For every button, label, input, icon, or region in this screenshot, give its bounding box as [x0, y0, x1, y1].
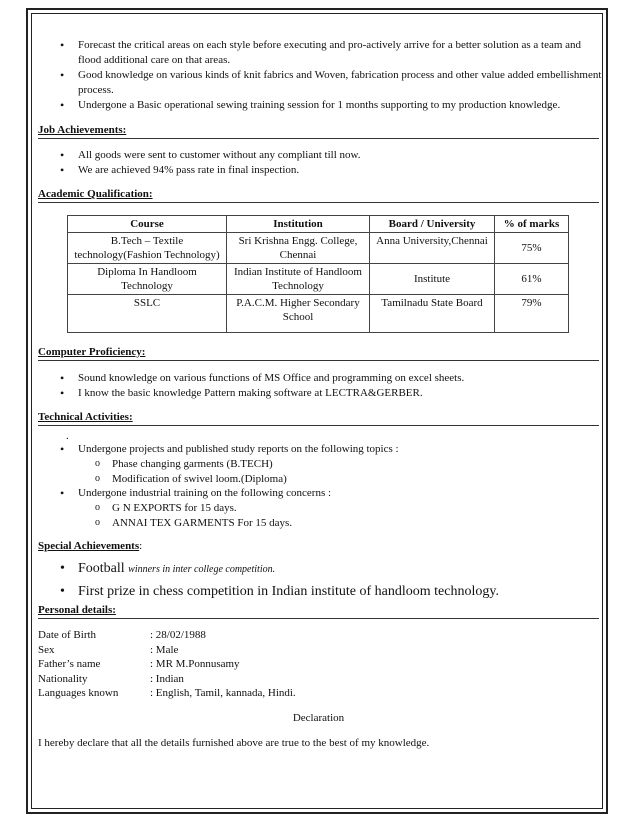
- computer-list: [38, 371, 602, 401]
- section-heading-academic: Academic Qualification:: [38, 187, 599, 203]
- job-list: [38, 148, 602, 178]
- table-header-row: [68, 216, 569, 233]
- list-item: • I know the basic knowledge Pattern making software at LECTRA&GERBER.: [38, 386, 602, 401]
- list-item: • Football winners in inter college competition.: [38, 559, 602, 580]
- field-label: Date of Birth: [38, 629, 97, 641]
- column-header: Board / University: [370, 216, 495, 233]
- list-item: • Undergone a Basic operational sewing training session for 1 months supporting to my production knowledge.: [38, 98, 602, 113]
- column-header: % of marks: [495, 216, 569, 233]
- table-cell: 61%: [495, 264, 569, 295]
- sub-list-item: o Phase changing garments (B.TECH): [38, 457, 602, 472]
- list-item: • First prize in chess competition in Indian institute of handloom technology.: [38, 582, 602, 602]
- special-list: [38, 559, 602, 602]
- field-value: : English, Tamil, kannada, Hindi.: [150, 687, 296, 699]
- table-cell: Institute: [370, 264, 495, 295]
- field-value: : Indian: [150, 672, 184, 685]
- field-value: : MR M.Ponnusamy: [150, 658, 240, 670]
- table-row: [68, 295, 569, 333]
- table-row: [68, 233, 569, 264]
- table-cell: Diploma In Handloom Technology: [68, 264, 227, 295]
- stray-dot: .: [66, 430, 69, 442]
- list-item: • Good knowledge on various kinds of knit fabrics and Woven, fabrication process and other value added embellishment process.: [38, 68, 602, 98]
- column-header: Course: [68, 216, 227, 233]
- table-row: [68, 264, 569, 295]
- technical-list: [38, 442, 602, 530]
- table-cell: SSLC: [68, 295, 227, 333]
- list-item: • Undergone projects and published study reports on the following topics :: [38, 442, 602, 457]
- list-item: • We are achieved 94% pass rate in final inspection.: [38, 163, 602, 178]
- section-heading-technical: Technical Activities:: [38, 410, 599, 426]
- field-value: : Male: [150, 643, 179, 656]
- declaration-title: Declaration: [292, 711, 345, 724]
- section-heading-computer: Computer Proficiency:: [38, 345, 599, 361]
- table-cell: Tamilnadu State Board: [370, 295, 495, 333]
- column-header: Institution: [227, 216, 370, 233]
- table-cell: B.Tech – Textile technology(Fashion Technology): [68, 233, 227, 264]
- list-item: • Forecast the critical areas on each style before executing and pro-actively arrive for a better solution as a team and flood additional care on that areas.: [38, 38, 602, 68]
- list-item: • Sound knowledge on various functions of MS Office and programming on excel sheets.: [38, 371, 602, 386]
- table-cell: Anna University,Chennai: [370, 233, 495, 264]
- section-heading-special: Special Achievements:: [38, 540, 143, 552]
- table-cell: 79%: [495, 295, 569, 333]
- list-item: • Undergone industrial training on the following concerns :: [38, 486, 602, 501]
- section-heading-job: Job Achievements:: [38, 123, 599, 139]
- field-value: : 28/02/1988: [150, 629, 206, 641]
- field-label: Languages known: [38, 687, 119, 699]
- field-label: Father’s name: [38, 658, 101, 670]
- resume-content: [38, 36, 602, 750]
- table-cell: Indian Institute of Handloom Technology: [227, 264, 370, 295]
- sub-list-item: o G N EXPORTS for 15 days.: [38, 501, 602, 516]
- academic-table: [67, 215, 569, 333]
- table-cell: Sri Krishna Engg. College, Chennai: [227, 233, 370, 264]
- sub-list-item: o ANNAI TEX GARMENTS For 15 days.: [38, 516, 602, 531]
- field-label: Nationality: [38, 672, 88, 685]
- personal-details: [38, 628, 602, 701]
- declaration-text: I hereby declare that all the details furnished above are true to the best of my knowledge.: [38, 736, 430, 749]
- intro-list: [38, 38, 602, 113]
- field-label: Sex: [38, 643, 55, 656]
- list-item: • All goods were sent to customer without any compliant till now.: [38, 148, 602, 163]
- sub-list-item: o Modification of swivel loom.(Diploma): [38, 472, 602, 487]
- table-cell: 75%: [495, 233, 569, 264]
- table-cell: P.A.C.M. Higher Secondary School: [227, 295, 370, 333]
- section-heading-personal: Personal details:: [38, 603, 599, 619]
